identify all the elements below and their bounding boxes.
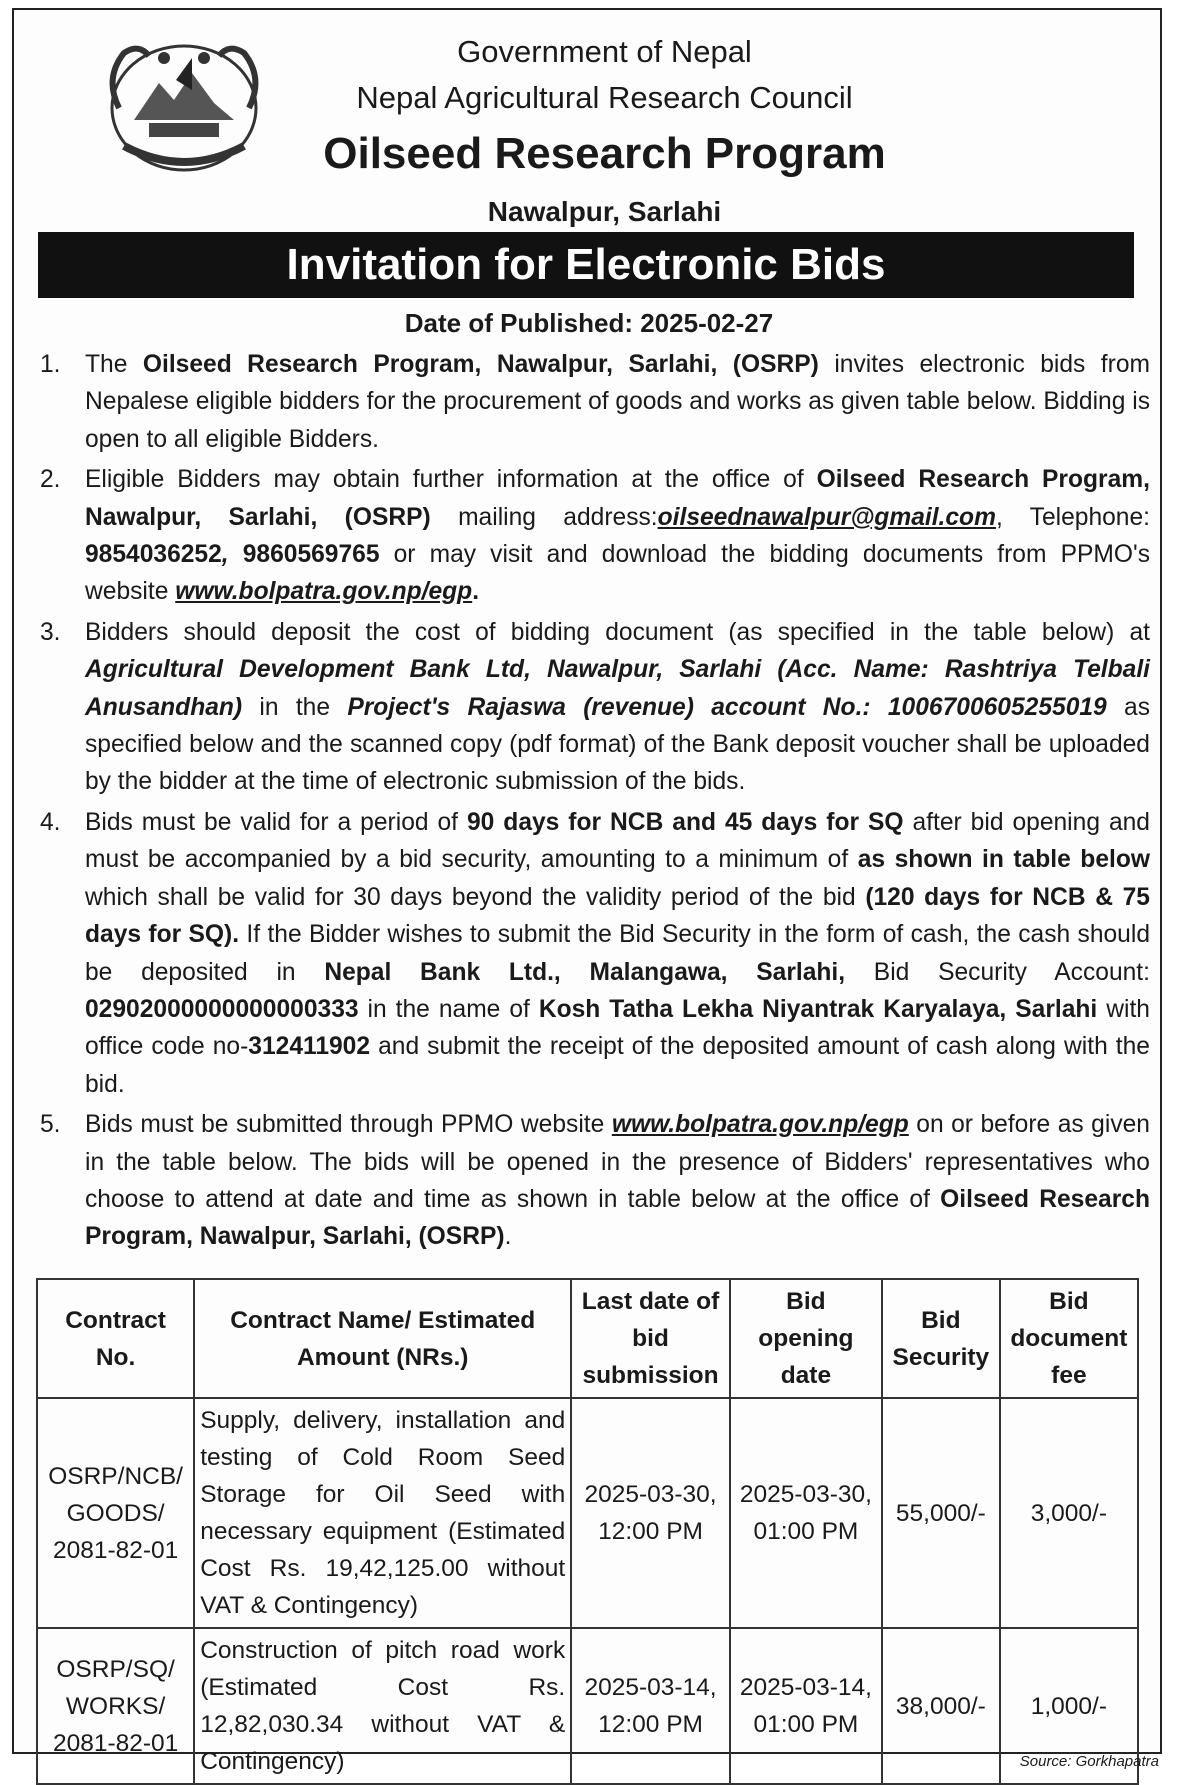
telephone-2: 9860569765	[242, 541, 380, 569]
clause-bold: 90 days for NCB and 45 days for SQ	[466, 808, 904, 836]
column-header: Last date of bid submission	[571, 1279, 730, 1398]
clause-text: If the Bidder wishes to submit the Bid Security in the form of cash, the cash should be deposited in	[85, 921, 1150, 986]
contract-no: OSRP/SQ/ WORKS/ 2081-82-01	[37, 1628, 194, 1784]
bank-details: Agricultural Development Bank Ltd, Nawalpur, Sarlahi (Acc. Name: Rashtriya Telbali Anusandhan)	[85, 656, 1150, 721]
column-header: Bid document fee	[1000, 1279, 1138, 1398]
clause-bold: Kosh Tatha Lekha Niyantrak Karyalaya, Sarlahi	[538, 995, 1098, 1023]
clause-text: ,	[221, 541, 243, 569]
clause-text: which shall be valid for 30 days beyond the validity period of the bid	[85, 883, 866, 911]
clause-5	[40, 1106, 1150, 1256]
clause-text: or may visit and download the bidding documents from PPMO's website	[85, 541, 1150, 606]
clause-text: as specified below and the scanned copy (pdf format) of the Bank deposit voucher shall be uploaded by the bidder at the time of electronic submission of the bids.	[85, 693, 1150, 796]
source-credit: Source: Gorkhapatra	[1019, 1753, 1159, 1770]
column-header: Bid Security	[882, 1279, 1000, 1398]
clause-4	[40, 804, 1150, 1103]
clause-bold: as shown in table below	[857, 846, 1150, 874]
clause-text: Eligible Bidders may obtain further information at the office of	[85, 466, 817, 494]
clause-number: 4.	[40, 808, 61, 836]
council-name: Nepal Agricultural Research Council	[356, 80, 853, 115]
bids-table	[36, 1278, 1139, 1785]
clause-bold: Oilseed Research Program, Nawalpur, Sarlahi, (OSRP)	[85, 1185, 1150, 1251]
notice-header	[14, 10, 1160, 225]
table-header-row	[37, 1279, 1138, 1398]
clause-2	[40, 461, 1150, 611]
clause-number: 5.	[40, 1111, 61, 1139]
table-row	[37, 1398, 1138, 1628]
bid-security: 55,000/-	[882, 1398, 1000, 1628]
clause-text: after bid opening and must be accompanied by a bid security, amounting to a minimum of	[85, 808, 1150, 874]
clause-text: in the name of	[358, 995, 539, 1023]
clause-text: Bids must be valid for a period of	[85, 808, 467, 836]
clause-text: .	[472, 578, 480, 606]
telephone-1: 9854036252	[85, 541, 222, 569]
clause-number: 3.	[40, 618, 61, 646]
published-date: Date of Published: 2025-02-27	[404, 308, 774, 338]
clause-bold: (120 days for NCB & 75 days for SQ).	[85, 883, 1150, 949]
clause-text: .	[504, 1223, 512, 1251]
security-account: 02902000000000000333	[85, 995, 359, 1023]
document-fee: 1,000/-	[1000, 1628, 1138, 1784]
document-fee: 3,000/-	[1000, 1398, 1138, 1628]
clause-3	[40, 614, 1150, 801]
contract-name: Supply, delivery, installation and testing of Cold Room Seed Storage for Oil Seed with necessary equipment (Estimated Cost Rs. 19,42,125.00 without VAT & Contingency)	[194, 1398, 571, 1628]
opening-date: 2025-03-14, 01:00 PM	[730, 1628, 882, 1784]
clause-text: Bids must be submitted through PPMO website	[85, 1111, 612, 1139]
website-link[interactable]: www.bolpatra.gov.np/egp	[611, 1111, 909, 1139]
account-number: Project's Rajaswa (revenue) account No.: 1006700605255019	[347, 693, 1107, 721]
submission-date: 2025-03-14, 12:00 PM	[571, 1628, 730, 1784]
bid-security: 38,000/-	[882, 1628, 1000, 1784]
clause-text: Bid Security Account:	[845, 958, 1150, 986]
office-code: 312411902	[248, 1033, 371, 1061]
notice-banner: Invitation for Electronic Bids	[38, 232, 1134, 298]
clause-text: Bidders should deposit the cost of bidding document (as specified in the table below) at	[85, 618, 1150, 646]
contract-name: Construction of pitch road work (Estimated Cost Rs. 12,82,030.34 without VAT & Contingency)	[194, 1628, 571, 1784]
email-link[interactable]: oilseednawalpur@gmail.com	[657, 503, 996, 531]
opening-date: 2025-03-30, 01:00 PM	[730, 1398, 882, 1628]
clause-bold: Oilseed Research Program, Nawalpur, Sarlahi, (OSRP)	[85, 466, 1150, 531]
clause-text: on or before as given in the table below. The bids will be opened in the presence of Bidders' representatives who choose to attend at date and time as shown in table below at the office of	[85, 1111, 1150, 1213]
contract-no: OSRP/NCB/ GOODS/ 2081-82-01	[37, 1398, 194, 1628]
clause-text: with office code no-	[85, 995, 1150, 1061]
clause-number: 2.	[40, 466, 61, 494]
clause-text: mailing address:	[430, 503, 658, 531]
clause-bold: Oilseed Research Program, Nawalpur, Sarlahi, (OSRP)	[142, 351, 819, 378]
table-row	[37, 1628, 1138, 1784]
column-header: Bid opening date	[730, 1279, 882, 1398]
submission-date: 2025-03-30, 12:00 PM	[571, 1398, 730, 1628]
clause-text: , Telephone:	[995, 503, 1150, 531]
clauses-list	[40, 346, 1150, 1259]
government-name: Government of Nepal	[457, 34, 752, 69]
clause-bold: Nepal Bank Ltd., Malangawa, Sarlahi,	[324, 958, 846, 986]
clause-1	[40, 346, 1150, 458]
clause-text: in the	[242, 693, 348, 721]
program-location: Nawalpur, Sarlahi	[487, 196, 722, 227]
website-link[interactable]: www.bolpatra.gov.np/egp	[175, 578, 473, 606]
column-header: Contract No.	[37, 1279, 194, 1398]
clause-text: and submit the receipt of the deposited amount of cash along with the bid.	[85, 1033, 1150, 1098]
clause-text: invites electronic bids from Nepalese eligible bidders for the procurement of goods and works as given table below. Bidding is open to all eligible Bidders.	[85, 351, 1151, 453]
column-header: Contract Name/ Estimated Amount (NRs.)	[194, 1279, 571, 1398]
clause-text: The	[85, 351, 143, 378]
program-title: Oilseed Research Program	[323, 129, 886, 178]
clause-number: 1.	[40, 351, 61, 378]
